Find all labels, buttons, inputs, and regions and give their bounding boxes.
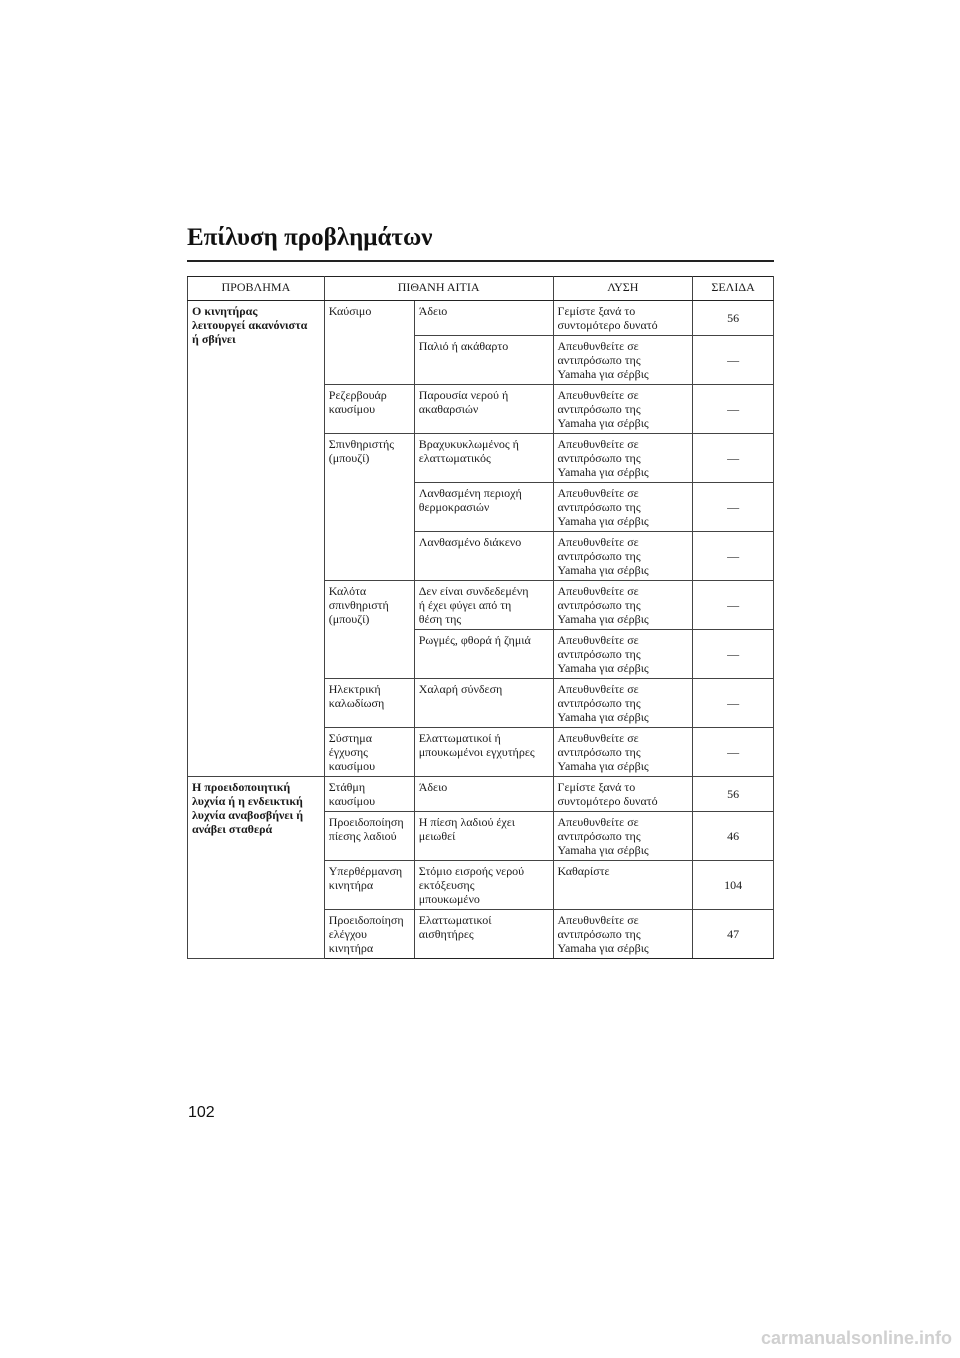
troubleshooting-table xyxy=(187,276,774,959)
cause-cell: Βραχυκυκλωμένος ή ελαττωματικός xyxy=(414,434,553,483)
cause-cell: Δεν είναι συνδεδεμένη ή έχει φύγει από τη θέση της xyxy=(414,581,553,630)
solution-cell: Απευθυνθείτε σε αντιπρόσωπο της Yamaha για σέρβις xyxy=(553,910,693,959)
category-cell: Προειδοποίηση ελέγχου κινητήρα xyxy=(324,910,414,959)
solution-cell: Απευθυνθείτε σε αντιπρόσωπο της Yamaha για σέρβις xyxy=(553,581,693,630)
page-cell: 56 xyxy=(693,777,774,812)
page-cell: — xyxy=(693,630,774,679)
page-number: 102 xyxy=(188,1104,215,1121)
category-cell: Ρεζερβουάρ καυσίμου xyxy=(324,385,414,434)
solution-cell: Απευθυνθείτε σε αντιπρόσωπο της Yamaha για σέρβις xyxy=(553,728,693,777)
category-cell: Σύστημα έγχυσης καυσίμου xyxy=(324,728,414,777)
category-cell: Στάθμη καυσίμου xyxy=(324,777,414,812)
solution-cell: Απευθυνθείτε σε αντιπρόσωπο της Yamaha για σέρβις xyxy=(553,812,693,861)
watermark-text: carmanualsonline.info xyxy=(760,1328,952,1348)
page-cell: — xyxy=(693,336,774,385)
category-cell: Καύσιμο xyxy=(324,301,414,385)
header-solution: ΛΥΣΗ xyxy=(553,277,693,301)
page-cell: — xyxy=(693,483,774,532)
cause-cell: Άδειο xyxy=(414,777,553,812)
page-cell: 47 xyxy=(693,910,774,959)
page-cell: 104 xyxy=(693,861,774,910)
solution-cell: Απευθυνθείτε σε αντιπρόσωπο της Yamaha για σέρβις xyxy=(553,532,693,581)
solution-cell: Γεμίστε ξανά το συντομότερο δυνατό xyxy=(553,301,693,336)
solution-cell: Απευθυνθείτε σε αντιπρόσωπο της Yamaha για σέρβις xyxy=(553,679,693,728)
cause-cell: Η πίεση λαδιού έχει μειωθεί xyxy=(414,812,553,861)
page-cell: — xyxy=(693,434,774,483)
solution-cell: Απευθυνθείτε σε αντιπρόσωπο της Yamaha για σέρβις xyxy=(553,385,693,434)
cause-cell: Παρουσία νερού ή ακαθαρσιών xyxy=(414,385,553,434)
solution-cell: Απευθυνθείτε σε αντιπρόσωπο της Yamaha για σέρβις xyxy=(553,483,693,532)
category-cell: Καλότα σπινθηριστή (μπουζί) xyxy=(324,581,414,679)
table-row xyxy=(188,301,774,336)
page-cell: — xyxy=(693,385,774,434)
page-cell: — xyxy=(693,532,774,581)
category-cell: Σπινθηριστής (μπουζί) xyxy=(324,434,414,581)
cause-cell: Άδειο xyxy=(414,301,553,336)
page-cell: 46 xyxy=(693,812,774,861)
cause-cell: Παλιό ή ακάθαρτο xyxy=(414,336,553,385)
table-header-row xyxy=(188,277,774,301)
cause-cell: Χαλαρή σύνδεση xyxy=(414,679,553,728)
category-cell: Προειδοποίηση πίεσης λαδιού xyxy=(324,812,414,861)
page-cell: — xyxy=(693,581,774,630)
cause-cell: Ελαττωματικοί αισθητήρες xyxy=(414,910,553,959)
solution-cell: Καθαρίστε xyxy=(553,861,693,910)
cause-cell: Ρωγμές, φθορά ή ζημιά xyxy=(414,630,553,679)
solution-cell: Γεμίστε ξανά το συντομότερο δυνατό xyxy=(553,777,693,812)
solution-cell: Απευθυνθείτε σε αντιπρόσωπο της Yamaha για σέρβις xyxy=(553,336,693,385)
page-cell: — xyxy=(693,679,774,728)
cause-cell: Λανθασμένη περιοχή θερμοκρασιών xyxy=(414,483,553,532)
table-row xyxy=(188,777,774,812)
header-cause: ΠΙΘΑΝΗ ΑΙΤΙΑ xyxy=(324,277,553,301)
problem-cell: Ο κινητήρας λειτουργεί ακανόνιστα ή σβήνει xyxy=(188,301,325,777)
header-page: ΣΕΛΙΔΑ xyxy=(693,277,774,301)
page-title: Επίλυση προβλημάτων xyxy=(187,222,774,262)
category-cell: Ηλεκτρική καλωδίωση xyxy=(324,679,414,728)
header-problem: ΠΡΟΒΛΗΜΑ xyxy=(188,277,325,301)
page-cell: — xyxy=(693,728,774,777)
category-cell: Υπερθέρμανση κινητήρα xyxy=(324,861,414,910)
cause-cell: Λανθασμένο διάκενο xyxy=(414,532,553,581)
cause-cell: Ελαττωματικοί ή μπουκωμένοι εγχυτήρες xyxy=(414,728,553,777)
problem-cell: Η προειδοποιητική λυχνία ή η ενδεικτική λυχνία αναβοσβήνει ή ανάβει σταθερά xyxy=(188,777,325,959)
solution-cell: Απευθυνθείτε σε αντιπρόσωπο της Yamaha για σέρβις xyxy=(553,434,693,483)
cause-cell: Στόμιο εισροής νερού εκτόξευσης μπουκωμένο xyxy=(414,861,553,910)
solution-cell: Απευθυνθείτε σε αντιπρόσωπο της Yamaha για σέρβις xyxy=(553,630,693,679)
page-cell: 56 xyxy=(693,301,774,336)
